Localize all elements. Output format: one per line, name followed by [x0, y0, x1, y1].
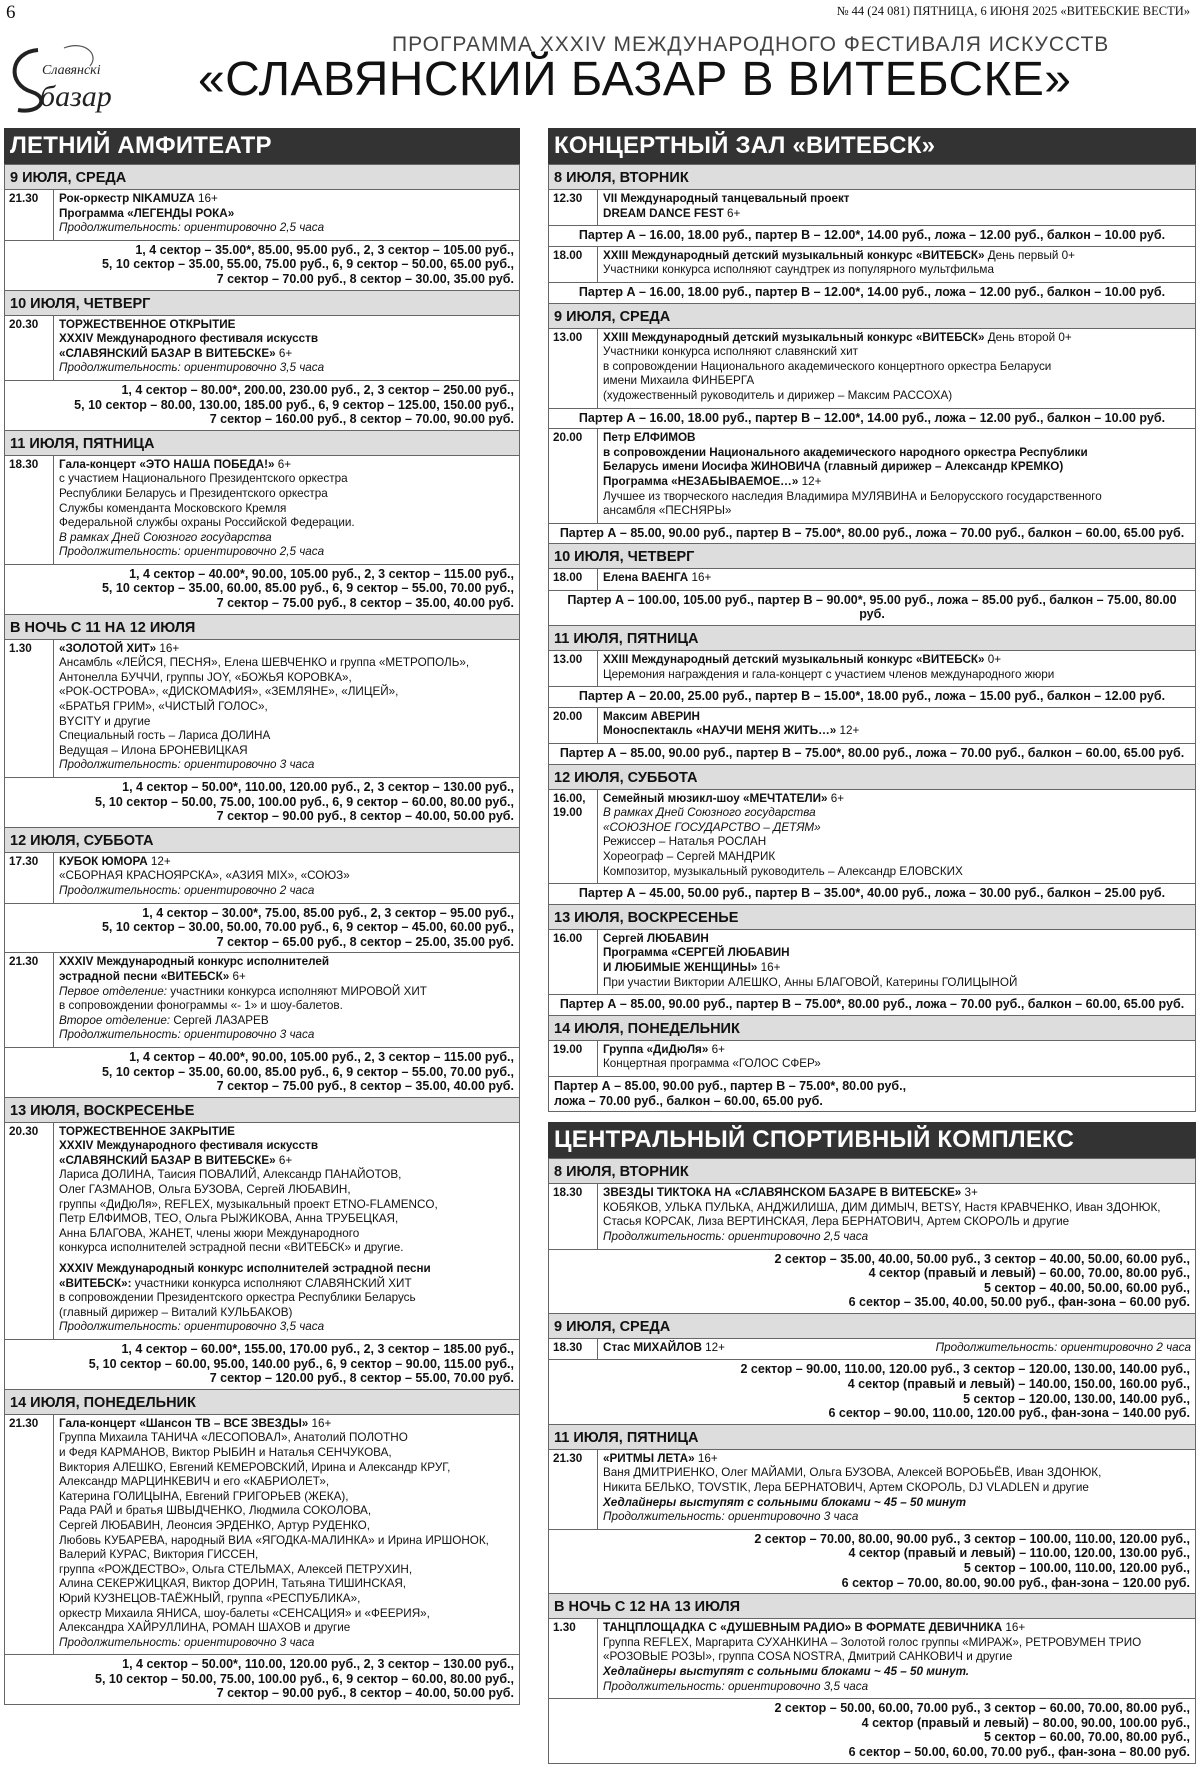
event-details: «РИТМЫ ЛЕТА» 16+ Ваня ДМИТРИЕНКО, Олег МАЙАМИ, Ольга БУЗОВА, Алексей ВОРОБЬЁВ, Иван ЗДОНЮК, Никита БЕЛЬКО, TOVSTIK, Лера БЕРНАТОВИЧ, Артем СКОРОЛЬ, DJ VLADLEN и другие Хедлайнеры выступят с сольными блоками ~ 45 – 50 минут Продолжительность: ориентировочно 3 часа	[603, 1451, 1102, 1524]
day-header: В НОЧЬ С 11 НА 12 ИЮЛЯ	[5, 614, 519, 640]
event-details: Продолжительность: ориентировочно 2 часа Стас МИХАЙЛОВ 12+	[603, 1340, 1191, 1354]
event-row	[5, 952, 519, 1047]
event-time: 13.00	[549, 329, 598, 408]
event-time: 16.00, 19.00	[549, 790, 598, 884]
venue-banner: КОНЦЕРТНЫЙ ЗАЛ «ВИТЕБСК»	[548, 128, 1196, 164]
amphitheatre-column	[4, 128, 520, 1705]
event-time: 21.30	[5, 1415, 54, 1655]
event-row	[549, 428, 1195, 523]
event-row	[549, 930, 1195, 994]
price-block: Партер А – 85.00, 90.00 руб., партер В – 75.00*, 80.00 руб., ложа – 70.00 руб., балкон – 60.00, 65.00 руб.	[549, 743, 1195, 764]
festival-title: «СЛАВЯНСКИЙ БАЗАР В ВИТЕБСКЕ»	[198, 53, 1072, 106]
event-details: ЗВЕЗДЫ ТИКТОКА НА «СЛАВЯНСКОМ БАЗАРЕ В ВИТЕБСКЕ» 3+ КОБЯКОВ, УЛЬКА ПУЛЬКА, АНДЖИЛИША, ДИМ ДИМЫЧ, BETSY, Настя КРАВЧЕНКО, Иван ЗДОНЮК, Стасья КОРСАК, Лиза ВЕРТИНСКАЯ, Лера БЕРНАТОВИЧ, Артем СКОРОЛЬ и другие Продолжительность: ориентировочно 2,5 часа	[603, 1186, 1161, 1243]
event-time: 19.00	[549, 1041, 598, 1076]
event-details: Елена ВАЕНГА 16+	[603, 571, 712, 585]
event-details: Группа «ДиДюЛя» 6+ Концертная программа «ГОЛОС СФЕР»	[603, 1042, 821, 1071]
event-time: 13.00	[549, 651, 598, 686]
price-block: 2 сектор – 90.00, 110.00, 120.00 руб., 3 сектор – 120.00, 130.00, 140.00 руб., 4 сектор (правый и левый) – 140.00, 150.00, 160.00 руб., 5 сектор – 120.00, 130.00, 140.00 руб., 6 сектор – 90.00, 110.00, 120.00 руб., фан-зона – 140.00 руб.	[549, 1359, 1195, 1423]
event-details: XXIII Международный детский музыкальный конкурс «ВИТЕБСК» День первый 0+ Участники конкурса исполняют саундтрек из популярного мультфильма	[603, 248, 1076, 277]
day-header: 10 ИЮЛЯ, ЧЕТВЕРГ	[5, 290, 519, 316]
event-details: Гала-концерт «Шансон ТВ – ВСЕ ЗВЕЗДЫ» 16+ Группа Михаила ТАНИЧА «ЛЕСОПОВАЛ», Анатолий ПОЛОТНО и Федя КАРМАНОВ, Виктор РЫБИН и Наталья СЕНЧУКОВА, Виктория АЛЕШКО, Евгений КЕМЕРОВСКИЙ, Ирина и Александр КРУГ, Александр МАРЦИНКЕВИЧ и его «КАБРИОЛЕТ», Катерина ГОЛИЦЫНА, Евгений ГРИГОРЬЕВ (ЖЕКА), Рада РАЙ и братья ШВЫДЧЕНКО, Людмила СОКОЛОВА, Сергей ЛЮБАВИН, Леонсия ЭРДЕНКО, Артур РУДЕНКО, Любовь КУБАРЕВА, народный ВИА «ЯГОДКА-МАЛИНКА» и Ирина ИРШОНОК, Валерий КУРАС, Виктория ГИССЕН, группа «РОЖДЕСТВО», Ольга СТЕЛЬМАХ, Алексей ПЕТРУХИН, Алина СЕКЕРЖИЦКАЯ, Виктор ДОРИН, Татьяна ТИШИНСКАЯ, Юрий КУЗНЕЦОВ-ТАЁЖНЫЙ, группа «РЕСПУБЛИКА», оркестр Михаила ЯНИСА, шоу-балеты «СЕНСАЦИЯ» и «ФЕЕРИЯ», Александра ХАЙРУЛЛИНА, РОМАН ШАХОВ и другие Продолжительность: ориентировочно 3 часа	[59, 1416, 489, 1649]
price-block: 1, 4 сектор – 50.00*, 110.00, 120.00 руб., 2, 3 сектор – 130.00 руб., 5, 10 сектор – 50.00, 75.00, 100.00 руб., 6, 9 сектор – 60.00, 80.00 руб., 7 сектор – 90.00 руб., 8 сектор – 40.00, 50.00 руб.	[5, 1654, 519, 1704]
event-row	[549, 1184, 1195, 1248]
event-time: 20.30	[5, 316, 54, 380]
event-row	[5, 640, 519, 777]
event-details: Рок-оркестр NIKAMUZA 16+ Программа «ЛЕГЕНДЫ РОКА» Продолжительность: ориентировочно 2,5 часа	[59, 192, 325, 235]
price-block: Партер А – 16.00, 18.00 руб., партер В – 12.00*, 14.00 руб., ложа – 12.00 руб., балкон – 10.00 руб.	[549, 282, 1195, 303]
event-time: 1.30	[5, 640, 54, 777]
day-header: 9 ИЮЛЯ, СРЕДА	[5, 164, 519, 190]
event-row	[549, 1619, 1195, 1698]
price-block: 1, 4 сектор – 50.00*, 110.00, 120.00 руб., 2, 3 сектор – 130.00 руб., 5, 10 сектор – 50.00, 75.00, 100.00 руб., 6, 9 сектор – 60.00, 80.00 руб., 7 сектор – 90.00 руб., 8 сектор – 40.00, 50.00 руб.	[5, 777, 519, 827]
price-block: Партер А – 16.00, 18.00 руб., партер В – 12.00*, 14.00 руб., ложа – 12.00 руб., балкон – 10.00 руб.	[549, 408, 1195, 429]
price-block: Партер А – 85.00, 90.00 руб., партер В – 75.00*, 80.00 руб., ложа – 70.00 руб., балкон – 60.00, 65.00 руб.	[549, 523, 1195, 544]
event-row	[549, 190, 1195, 225]
price-block: 1, 4 сектор – 60.00*, 155.00, 170.00 руб., 2, 3 сектор – 185.00 руб., 5, 10 сектор – 60.00, 95.00, 140.00 руб., 6, 9 сектор – 90.00, 115.00 руб., 7 сектор – 120.00 руб., 8 сектор – 55.00, 70.00 руб.	[5, 1339, 519, 1389]
event-details: VII Международный танцевальный проект DREAM DANCE FEST 6+	[603, 192, 850, 220]
price-block: 1, 4 сектор – 40.00*, 90.00, 105.00 руб., 2, 3 сектор – 115.00 руб., 5, 10 сектор – 35.00, 60.00, 85.00 руб., 6, 9 сектор – 55.00, 70.00 руб., 7 сектор – 75.00 руб., 8 сектор – 35.00, 40.00 руб.	[5, 564, 519, 614]
event-time: 16.00	[549, 930, 598, 994]
event-time: 20.00	[549, 708, 598, 743]
event-row	[5, 1415, 519, 1655]
venue-banner: ЛЕТНИЙ АМФИТЕАТР	[4, 128, 520, 164]
issue-line: № 44 (24 081) ПЯТНИЦА, 6 ИЮНЯ 2025 «ВИТЕБСКИЕ ВЕСТИ»	[836, 4, 1190, 18]
event-time: 17.30	[5, 853, 54, 903]
schedule-box	[548, 164, 1196, 1112]
day-header: 13 ИЮЛЯ, ВОСКРЕСЕНЬЕ	[5, 1097, 519, 1123]
event-row	[549, 329, 1195, 408]
event-row	[5, 1123, 519, 1339]
day-header: 8 ИЮЛЯ, ВТОРНИК	[549, 1158, 1195, 1184]
event-time: 18.30	[5, 456, 54, 564]
event-time: 18.30	[549, 1339, 598, 1360]
event-row	[549, 1450, 1195, 1529]
day-header: 12 ИЮЛЯ, СУББОТА	[5, 827, 519, 853]
day-header: 9 ИЮЛЯ, СРЕДА	[549, 303, 1195, 329]
day-header: 14 ИЮЛЯ, ПОНЕДЕЛЬНИК	[5, 1389, 519, 1415]
event-details: Семейный мюзикл-шоу «МЕЧТАТЕЛИ» 6+ В рамках Дней Союзного государства «СОЮЗНОЕ ГОСУДАРСТВО – ДЕТЯМ» Режиссер – Наталья РОСЛАН Хореограф – Сергей МАНДРИК Композитор, музыкальный руководитель – Александр ЕЛОВСКИХ	[603, 791, 963, 878]
event-row	[549, 707, 1195, 743]
day-header: 10 ИЮЛЯ, ЧЕТВЕРГ	[549, 543, 1195, 569]
schedule-box	[4, 164, 520, 1705]
event-row	[549, 1339, 1195, 1360]
event-time: 20.30	[5, 1123, 54, 1339]
event-details: Максим АВЕРИН Моноспектакль «НАУЧИ МЕНЯ ЖИТЬ…» 12+	[603, 709, 860, 738]
event-details: XXIII Международный детский музыкальный конкурс «ВИТЕБСК» День второй 0+ Участники конкурса исполняют славянский хит в сопровождении Национального академического концертного оркестра Беларуси имени Михаила ФИНБЕРГА (художественный руководитель и дирижер – Максим РАССОХА)	[603, 330, 1072, 402]
event-row	[549, 790, 1195, 884]
day-header: 12 ИЮЛЯ, СУББОТА	[549, 764, 1195, 790]
right-column	[548, 128, 1196, 1764]
svg-text:базар: базар	[40, 80, 112, 113]
price-block: 1, 4 сектор – 30.00*, 75.00, 85.00 руб., 2, 3 сектор – 95.00 руб., 5, 10 сектор – 30.00, 50.00, 70.00 руб., 6, 9 сектор – 45.00, 60.00 руб., 7 сектор – 65.00 руб., 8 сектор – 25.00, 35.00 руб.	[5, 903, 519, 953]
festival-logo	[4, 40, 154, 120]
event-time: 1.30	[549, 1619, 598, 1698]
event-row	[5, 190, 519, 240]
event-row	[549, 246, 1195, 282]
event-details: ТОРЖЕСТВЕННОЕ ЗАКРЫТИЕ XXXIV Международного фестиваля искусств «СЛАВЯНСКИЙ БАЗАР В ВИТЕБСКЕ» 6+ Лариса ДОЛИНА, Таисия ПОВАЛИЙ, Александр ПАНАЙОТОВ, Олег ГАЗМАНОВ, Ольга БУЗОВА, Сергей ЛЮБАВИН, группы «ДиДюЛя», REFLEX, музыкальный проект ETNO-FLAMENCO, Петр ЕЛФИМОВ, TEO, Ольга РЫЖИКОВА, Анна ТРУБЕЦКАЯ, Анна БЛАГОВА, ЖАНЕТ, члены жюри Международного конкурса исполнителей эстрадной песни «ВИТЕБСК» и другие. XXXIV Международный конкурс исполнителей эстрадной песни «ВИТЕБСК»: участники конкурса исполняют СЛАВЯНСКИЙ ХИТ в сопровождении Президентского оркестра Республики Беларусь (главный дирижер – Виталий КУЛЬБАКОВ) Продолжительность: ориентировочно 3,5 часа	[59, 1124, 438, 1334]
day-header: 11 ИЮЛЯ, ПЯТНИЦА	[5, 430, 519, 456]
venue-banner: ЦЕНТРАЛЬНЫЙ СПОРТИВНЫЙ КОМПЛЕКС	[548, 1122, 1196, 1158]
svg-text:Славянскі: Славянскі	[42, 63, 101, 78]
event-details: «ЗОЛОТОЙ ХИТ» 16+ Ансамбль «ЛЕЙСЯ, ПЕСНЯ», Елена ШЕВЧЕНКО и группа «МЕТРОПОЛЬ», Антонелла БУЧЧИ, группы JOY, «БОЖЬЯ КОРОВКА», «РОК-ОСТРОВА», «ДИСКОМАФИЯ», «ЗЕМЛЯНЕ», «ЛИЦЕЙ», «БРАТЬЯ ГРИМ», «ЧИСТЫЙ ГОЛОС», BYCITY и другие Специальный гость – Лариса ДОЛИНА Ведущая – Илона БРОНЕВИЦКАЯ Продолжительность: ориентировочно 3 часа	[59, 641, 470, 772]
price-block: 2 сектор – 35.00, 40.00, 50.00 руб., 3 сектор – 40.00, 50.00, 60.00 руб., 4 сектор (правый и левый) – 60.00, 70.00, 80.00 руб., 5 сектор – 40.00, 50.00, 60.00 руб., 6 сектор – 35.00, 40.00, 50.00 руб., фан-зона – 60.00 руб.	[549, 1249, 1195, 1313]
event-row	[5, 853, 519, 903]
event-row	[549, 651, 1195, 686]
schedule-box	[548, 1158, 1196, 1763]
price-block: 1, 4 сектор – 80.00*, 200.00, 230.00 руб., 2, 3 сектор – 250.00 руб., 5, 10 сектор – 80.00, 130.00, 185.00 руб., 6, 9 сектор – 125.00, 150.00 руб., 7 сектор – 160.00 руб., 8 сектор – 70.00, 90.00 руб.	[5, 380, 519, 430]
day-header: 9 ИЮЛЯ, СРЕДА	[549, 1313, 1195, 1339]
event-time: 18.00	[549, 569, 598, 590]
price-block: 1, 4 сектор – 40.00*, 90.00, 105.00 руб., 2, 3 сектор – 115.00 руб., 5, 10 сектор – 35.00, 60.00, 85.00 руб., 6, 9 сектор – 55.00, 70.00 руб., 7 сектор – 75.00 руб., 8 сектор – 35.00, 40.00 руб.	[5, 1047, 519, 1097]
page-number: 6	[6, 2, 16, 23]
event-time: 18.00	[549, 247, 598, 282]
event-row	[549, 1041, 1195, 1076]
event-time: 20.00	[549, 429, 598, 523]
event-row	[5, 456, 519, 564]
day-header: 11 ИЮЛЯ, ПЯТНИЦА	[549, 1424, 1195, 1450]
price-block: 2 сектор – 70.00, 80.00, 90.00 руб., 3 сектор – 100.00, 110.00, 120.00 руб., 4 сектор (правый и левый) – 110.00, 120.00, 130.00 руб., 5 сектор – 100.00, 110.00, 120.00 руб., 6 сектор – 70.00, 80.00, 90.00 руб., фан-зона – 120.00 руб.	[549, 1529, 1195, 1593]
event-time: 21.30	[5, 190, 54, 240]
event-time: 12.30	[549, 190, 598, 225]
price-block: 2 сектор – 50.00, 60.00, 70.00 руб., 3 сектор – 60.00, 70.00, 80.00 руб., 4 сектор (правый и левый) – 80.00, 90.00, 100.00 руб., 5 сектор – 60.00, 70.00, 80.00 руб., 6 сектор – 50.00, 60.00, 70.00 руб., фан-зона – 80.00 руб.	[549, 1698, 1195, 1762]
day-header: 8 ИЮЛЯ, ВТОРНИК	[549, 164, 1195, 190]
price-block: Партер А – 20.00, 25.00 руб., партер В – 15.00*, 18.00 руб., ложа – 15.00 руб., балкон – 12.00 руб.	[549, 686, 1195, 707]
event-details: ТАНЦПЛОЩАДКА С «ДУШЕВНЫМ РАДИО» В ФОРМАТЕ ДЕВИЧНИКА 16+ Группа REFLEX, Маргарита СУХАНКИНА – Золотой голос группы «МИРАЖ», РЕТРОВУМЕН ТРИО «РОЗОВЫЕ РОЗЫ», группа COSA NOSTRA, Дмитрий САНКОВИЧ и другие Хедлайнеры выступят с сольными блоками ~ 45 – 50 минут. Продолжительность: ориентировочно 3,5 часа	[603, 1621, 1142, 1693]
price-block: 1, 4 сектор – 35.00*, 85.00, 95.00 руб., 2, 3 сектор – 105.00 руб., 5, 10 сектор – 35.00, 55.00, 75.00 руб., 6, 9 сектор – 50.00, 65.00 руб., 7 сектор – 70.00 руб., 8 сектор – 30.00, 35.00 руб.	[5, 240, 519, 290]
price-block: Партер А – 85.00, 90.00 руб., партер В – 75.00*, 80.00 руб., ложа – 70.00 руб., балкон – 60.00, 65.00 руб.	[549, 994, 1195, 1015]
price-block: Партер А – 16.00, 18.00 руб., партер В – 12.00*, 14.00 руб., ложа – 12.00 руб., балкон – 10.00 руб.	[549, 225, 1195, 246]
price-block: Партер А – 85.00, 90.00 руб., партер В – 75.00*, 80.00 руб., ложа – 70.00 руб., балкон – 60.00, 65.00 руб.	[549, 1076, 1195, 1111]
price-block: Партер А – 45.00, 50.00 руб., партер В – 35.00*, 40.00 руб., ложа – 30.00 руб., балкон – 25.00 руб.	[549, 883, 1195, 904]
day-header: 11 ИЮЛЯ, ПЯТНИЦА	[549, 625, 1195, 651]
event-details: Петр ЕЛФИМОВ в сопровождении Национального академического народного оркестра Республики Беларусь имени Иосифа ЖИНОВИЧА (главный дирижер – Александр КРЕМКО) Программа «НЕЗАБЫВАЕМОЕ…» 12+ Лучшее из творческого наследия Владимира МУЛЯВИНА и Белорусского государственного ансамбля «ПЕСНЯРЫ»	[603, 431, 1102, 518]
day-header: 14 ИЮЛЯ, ПОНЕДЕЛЬНИК	[549, 1015, 1195, 1041]
event-row	[5, 316, 519, 380]
day-header: В НОЧЬ С 12 НА 13 ИЮЛЯ	[549, 1593, 1195, 1619]
event-time: 21.30	[5, 953, 54, 1047]
event-details: Гала-концерт «ЭТО НАША ПОБЕДА!» 6+ с участием Национального Президентского оркестра Республики Беларусь и Президентского оркестра Службы коменданта Московского Кремля Федеральной службы охраны Российской Федерации. В рамках Дней Союзного государства Продолжительность: ориентировочно 2,5 часа	[59, 457, 355, 559]
event-details: ТОРЖЕСТВЕННОЕ ОТКРЫТИЕ XXXIV Международного фестиваля искусств «СЛАВЯНСКИЙ БАЗАР В ВИТЕБСКЕ» 6+ Продолжительность: ориентировочно 3,5 часа	[59, 317, 325, 375]
event-time: 21.30	[549, 1450, 598, 1529]
event-row	[549, 569, 1195, 590]
event-details: КУБОК ЮМОРА 12+ «СБОРНАЯ КРАСНОЯРСКА», «АЗИЯ MIX», «СОЮЗ» Продолжительность: ориентировочно 2 часа	[59, 854, 350, 897]
event-details: Сергей ЛЮБАВИН Программа «СЕРГЕЙ ЛЮБАВИН И ЛЮБИМЫЕ ЖЕНЩИНЫ» 16+ При участии Виктории АЛЕШКО, Анны БЛАГОВОЙ, Катерины ГОЛИЦЫНОЙ	[603, 931, 1018, 989]
event-details: XXIII Международный детский музыкальный конкурс «ВИТЕБСК» 0+ Церемония награждения и гала-концерт с участием членов международного жюри	[603, 653, 1055, 681]
event-details: XXXIV Международный конкурс исполнителей эстрадной песни «ВИТЕБСК» 6+ Первое отделение: участники конкурса исполняют МИРОВОЙ ХИТ в сопровождении фонограммы «- 1» и шоу-балетов. Второе отделение: Сергей ЛАЗАРЕВ Продолжительность: ориентировочно 3 часа	[59, 955, 427, 1042]
program-subtitle: ПРОГРАММА XXXIV МЕЖДУНАРОДНОГО ФЕСТИВАЛЯ ИСКУССТВ	[392, 33, 1110, 56]
price-block: Партер А – 100.00, 105.00 руб., партер В – 90.00*, 95.00 руб., ложа – 85.00 руб., балкон – 75.00, 80.00 руб.	[549, 590, 1195, 625]
event-time: 18.30	[549, 1184, 598, 1248]
day-header: 13 ИЮЛЯ, ВОСКРЕСЕНЬЕ	[549, 904, 1195, 930]
